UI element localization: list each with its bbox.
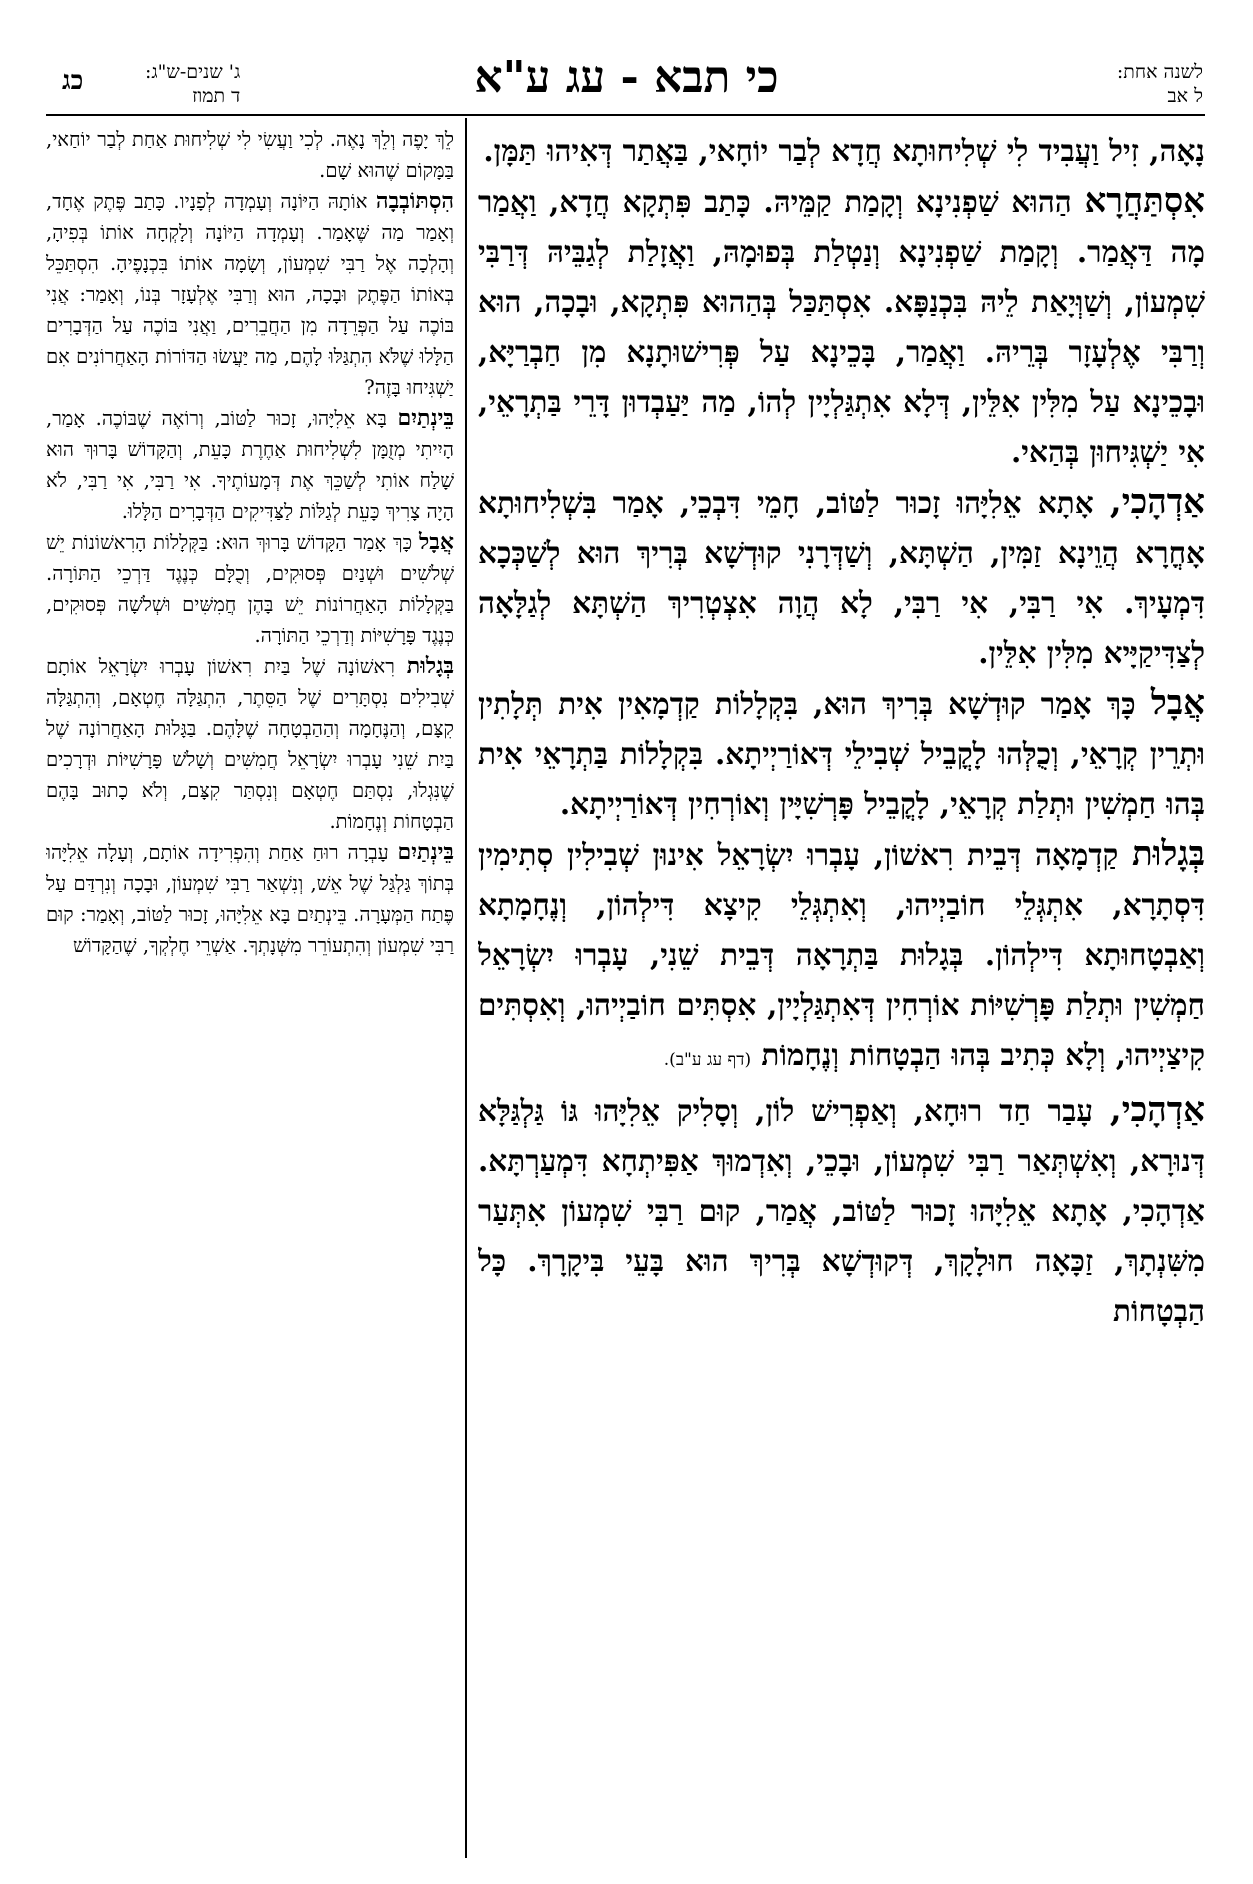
main-paragraph-text: אָתָא אֵלִיָּהוּ זָכוּר לַטּוֹב, חָמֵי דִּבְכֵי, אָמַר בִּשְׁלִיחוּתָא אָחֳרָא הֲוֵינָא זַמִּין, הַשְׁתָּא, וְשַׁדְּרָנִי קוּדְשָׁא בְּרִיךְ הוּא לְשַׁכְּכָא דִּמְעָיךְ. אִי רַבִּי, אִי רַבִּי, לָא הֲוָה אִצְטְרִיךְ הַשְׁתָּא לְגַלָּאָה לְצַדִּיקַיָּיא מִלִּין אִלֵּין. <box>478 485 1205 670</box>
side-paragraph <box>46 837 454 961</box>
main-paragraph-text: כָּךְ אָמַר קוּדְשָׁא בְּרִיךְ הוּא, בִּקְלָלוֹת קַדְמָאִין אִית תְּלָתִין וּתְרֵין קְרָאֵי, וְכֻלְּהוּ לָקֳבֵיל שְׁבִילֵי דְּאוֹרַיְיתָא. בִּקְלָלוֹת בַּתְרָאֵי אִית בְּהוּ חַמְשִׁין וּתְלַת קְרָאֵי, לָקֳבֵיל פָּרְשִׁיָּין וְאוֹרְחִין דְּאוֹרַיְיתָא. <box>478 686 1205 821</box>
page-number: כג <box>62 66 84 96</box>
main-paragraph <box>478 829 1205 1085</box>
side-paragraph <box>46 403 454 527</box>
side-paragraph <box>46 124 454 186</box>
main-paragraph <box>478 1085 1205 1336</box>
side-paragraph-text: כָּךְ אָמַר הַקָּדוֹשׁ בָּרוּךְ הוּא: בַּקְּלָלוֹת הָרִאשׁוֹנוֹת יֵשׁ שְׁלֹשִׁים וּשְׁנַיִם פְּסוּקִים, וְכֻלָּם כְּנֶגֶד דַּרְכֵי הַתּוֹרָה. בַּקְּלָלוֹת הָאַחֲרוֹנוֹת יֵשׁ בָּהֶן חֲמִשִּׁים וּשְׁלֹשָׁה פְּסוּקִים, כְּנֶגֶד פָּרָשִׁיּוֹת וְדַרְכֵי הַתּוֹרָה. <box>46 531 454 647</box>
main-paragraph <box>478 126 1205 176</box>
paragraph-lead-word: אַדְהָכִי, <box>1109 482 1205 522</box>
side-paragraph-text: אוֹתָהּ הַיּוֹנָה וְעָמְדָה לְפָנָיו. כָּתַב פֶּתֶק אֶחָד, וְאָמַר מַה שֶּׁאָמַר. וְעָמְדָה הַיּוֹנָה וְלָקְחָה אוֹתוֹ בְּפִיהָ, וְהָלְכָה אֶל רַבִּי שִׁמְעוֹן, וְשָׂמָה אוֹתוֹ בִּכְנָפֶיהָ. הִסְתַּכֵּל בְּאוֹתוֹ הַפֶּתֶק וּבָכָה, הוּא וְרַבִּי אֶלְעָזָר בְּנוֹ, וְאָמַר: אֲנִי בּוֹכֶה עַל הַפְּרֵדָה מִן הַחֲבֵרִים, וַאֲנִי בּוֹכֶה עַל הַדְּבָרִים הַלָּלוּ שֶׁלֹּא הִתְגַּלּוּ לָהֶם, מַה יַּעֲשׂוּ הַדּוֹרוֹת הָאַחֲרוֹנִים אִם יַשְׁגִּיחוּ בָּזֶה? <box>46 190 454 399</box>
page-title: כי תבא - עג ע"א <box>474 52 779 103</box>
main-paragraph <box>478 477 1205 678</box>
side-paragraph <box>46 651 454 837</box>
main-paragraph-text: עָבַר חַד רוּחָא, וְאַפְרִישׁ לוֹן, וְסָלִיק אֵלִיָּהוּ גּוֹ גַּלְגַּלָּא דְּנוּרָא, וְאִשְׁתְּאַר רַבִּי שִׁמְעוֹן, וּבָכֵי, וְאִדְמוּךְ אַפִּיתְחָא דִּמְעַרְתָּא. אַדְהָכִי, אָתָא אֵלִיָּהוּ זָכוּר לַטּוֹב, אֲמַר, קוּם רַבִּי שִׁמְעוֹן אִתְּעַר מִשִּׁנְתָךְ, זַכָּאָה חוּלָקָךְ, דְּקוּדְשָׁא בְּרִיךְ הוּא בָּעֵי בִּיקָרָךְ. כָּל הַבְטָחוֹת <box>478 1093 1205 1328</box>
one-year-date: ל אב <box>1167 85 1203 107</box>
main-column-aramaic <box>478 126 1205 1856</box>
main-paragraph-text: קַדְמָאָה דְּבֵית רִאשׁוֹן, עָבְרוּ יִשְׂרָאֵל אִינוּן שְׁבִילִין סְתִימִין דִּסְתָרָא, אִתְגְּלֵי חוֹבַיְיהוּ, וְאִתְגְּלֵי קִיצָא דִּילְהוֹן, וְנֶחָמָתָא וְאַבְטָחוּתָא דִּילְהוֹן. בְּגָלוּת בַּתְרָאָה דְּבֵית שֵׁנִי, עָבְרוּ יִשְׂרָאֵל חַמְשִׁין וּתְלַת פָּרְשִׁיּוֹת אוֹרְחִין דְּאִתְגַּלְיָין, אִסְתִּים חוֹבַיְיהוּ, וְאִסְתִּים קִיצַיְיהוּ, וְלָא כְּתִיב בְּהוּ הַבְטָחוֹת וְנֶחָמוֹת <box>478 837 1205 1072</box>
one-year-label: לשנה אחת: <box>1116 61 1203 83</box>
three-year-schedule <box>145 60 240 108</box>
paragraph-lead-word: בֵּינְתַיִם <box>397 405 454 431</box>
paragraph-lead-word: בְּגָלוּת <box>1132 834 1205 874</box>
paragraph-lead-word: בְּגָלוּת <box>406 653 454 679</box>
side-paragraph-text: רִאשׁוֹנָה שֶׁל בַּיִת רִאשׁוֹן עָבְרוּ יִשְׂרָאֵל אוֹתָם שְׁבִילִים נִסְתָּרִים שֶׁל הַסֵּתֶר, הִתְגַּלָּה חֶטְאָם, וְהִתְגַּלָּה קִצָּם, וְהַנֶּחָמָה וְהַהַבְטָחָה שֶׁלָּהֶם. בַּגָּלוּת הָאַחֲרוֹנָה שֶׁל בַּיִת שֵׁנִי עָבְרוּ יִשְׂרָאֵל חֲמִשִּׁים וְשָׁלֹשׁ פָּרָשִׁיּוֹת וּדְרָכִים שֶׁנִּגְלוּ, נִסְתַּם חֶטְאָם וְנִסְתַּר קִצָּם, וְלֹא כָתוּב בָּהֶם הַבְטָחוֹת וְנֶחָמוֹת. <box>46 655 454 833</box>
paragraph-lead-word: אֲבָל <box>1150 683 1205 723</box>
paragraph-lead-word: אִסְתַּחֲרָא <box>1084 181 1205 221</box>
column-divider <box>465 118 467 1858</box>
side-column-translation <box>46 124 454 1858</box>
paragraph-lead-word: אַדְהָכִי, <box>1109 1090 1205 1130</box>
side-paragraph-text: לֵךְ יָפֶה וְלֵךְ נָאֶה. לְכִי וַעֲשִׂי לִי שְׁלִיחוּת אַחַת לְבַר יוֹחַאי, בַּמָּקוֹם שֶׁהוּא שָׁם. <box>46 128 454 182</box>
folio-reference: (דף עג ע"ב). <box>663 1050 752 1070</box>
three-year-label: ג' שנים-ש"ג: <box>145 61 241 83</box>
three-year-date: ד תמוז <box>192 85 241 107</box>
header-rule <box>46 114 1205 116</box>
main-paragraph <box>478 176 1205 477</box>
paragraph-lead-word: אֲבָל <box>418 529 454 555</box>
main-paragraph-text: נָאָה, זִיל וַעֲבִיד לִי שְׁלִיחוּתָא חֲדָא לְבַר יוֹחָאי, בַּאֲתַר דְּאִיהוּ תַּמָּן. <box>483 133 1205 168</box>
main-paragraph-text: הַהוּא שַׁפְנִינָא וְקָמַת קַמֵּיהּ. כָּתַב פִּתְקָא חֲדָא, וַאֲמַר מָה דַּאֲמַר. וְקָמַת שַׁפְנִינָא וְנַטְלַת בְּפוּמָהּ, וַאֲזָלַת לְגַבֵּיהּ דְּרַבִּי שִׁמְעוֹן, וְשַׁוְּיָאַת לֵיהּ בִּכְנַפָּא. אִסְתַּכַּל בְּהַהוּא פִּתְקָא, וּבָכָה, הוּא וְרַבִּי אֶלְעָזָר בְּרֵיהּ. וַאֲמַר, בָּכֵינָא עַל פְּרִישׁוּתָנָא מִן חַבְרַיָּא, וּבָכֵינָא עַל מִלִּין אִלֵּין, דְּלָא אִתְגַּלְיָין לְהוֹ, מַה יַּעַבְדוּן דָּרֵי בַּתְרָאֵי, אִי יַשְׁגִּיחוּן בְּהַאי. <box>478 184 1205 469</box>
side-paragraph <box>46 527 454 651</box>
side-paragraph-text: בָּא אֵלִיָּהוּ, זָכוּר לַטּוֹב, וְרוֹאֶה שֶׁבּוֹכֶה. אָמַר, הָיִיתִי מְזֻמָּן לִשְׁלִיחוּת אַחֶרֶת כָּעֵת, וְהַקָּדוֹשׁ בָּרוּךְ הוּא שָׁלַח אוֹתִי לְשַׁכֵּךְ אֶת דְּמָעוֹתֶיךָ. אִי רַבִּי, אִי רַבִּי, לֹא הָיָה צָרִיךְ כָּעֵת לְגַלּוֹת לַצַּדִּיקִים הַדְּבָרִים הַלָּלוּ. <box>46 407 454 523</box>
side-paragraph-text: עָבְרָה רוּחַ אַחַת וְהִפְרִידָה אוֹתָם, וְעָלָה אֵלִיָּהוּ בְּתוֹךְ גַּלְגַּל שֶׁל אֵשׁ, וְנִשְׁאַר רַבִּי שִׁמְעוֹן, וּבָכָה וְנִרְדַּם עַל פֶּתַח הַמְּעָרָה. בֵּינְתַיִם בָּא אֵלִיָּהוּ, זָכוּר לַטּוֹב, וְאָמַר: קוּם רַבִּי שִׁמְעוֹן וְהִתְעוֹרֵר מִשְּׁנָתְךָ. אַשְׁרֵי חֶלְקְךָ, שֶׁהַקָּדוֹשׁ <box>46 841 454 957</box>
side-paragraph <box>46 186 454 403</box>
paragraph-lead-word: בֵּינְתַיִם <box>397 839 454 865</box>
paragraph-lead-word: הִסְתּוֹבְבָה <box>375 188 454 214</box>
main-paragraph <box>478 678 1205 829</box>
page-header <box>50 48 1203 118</box>
